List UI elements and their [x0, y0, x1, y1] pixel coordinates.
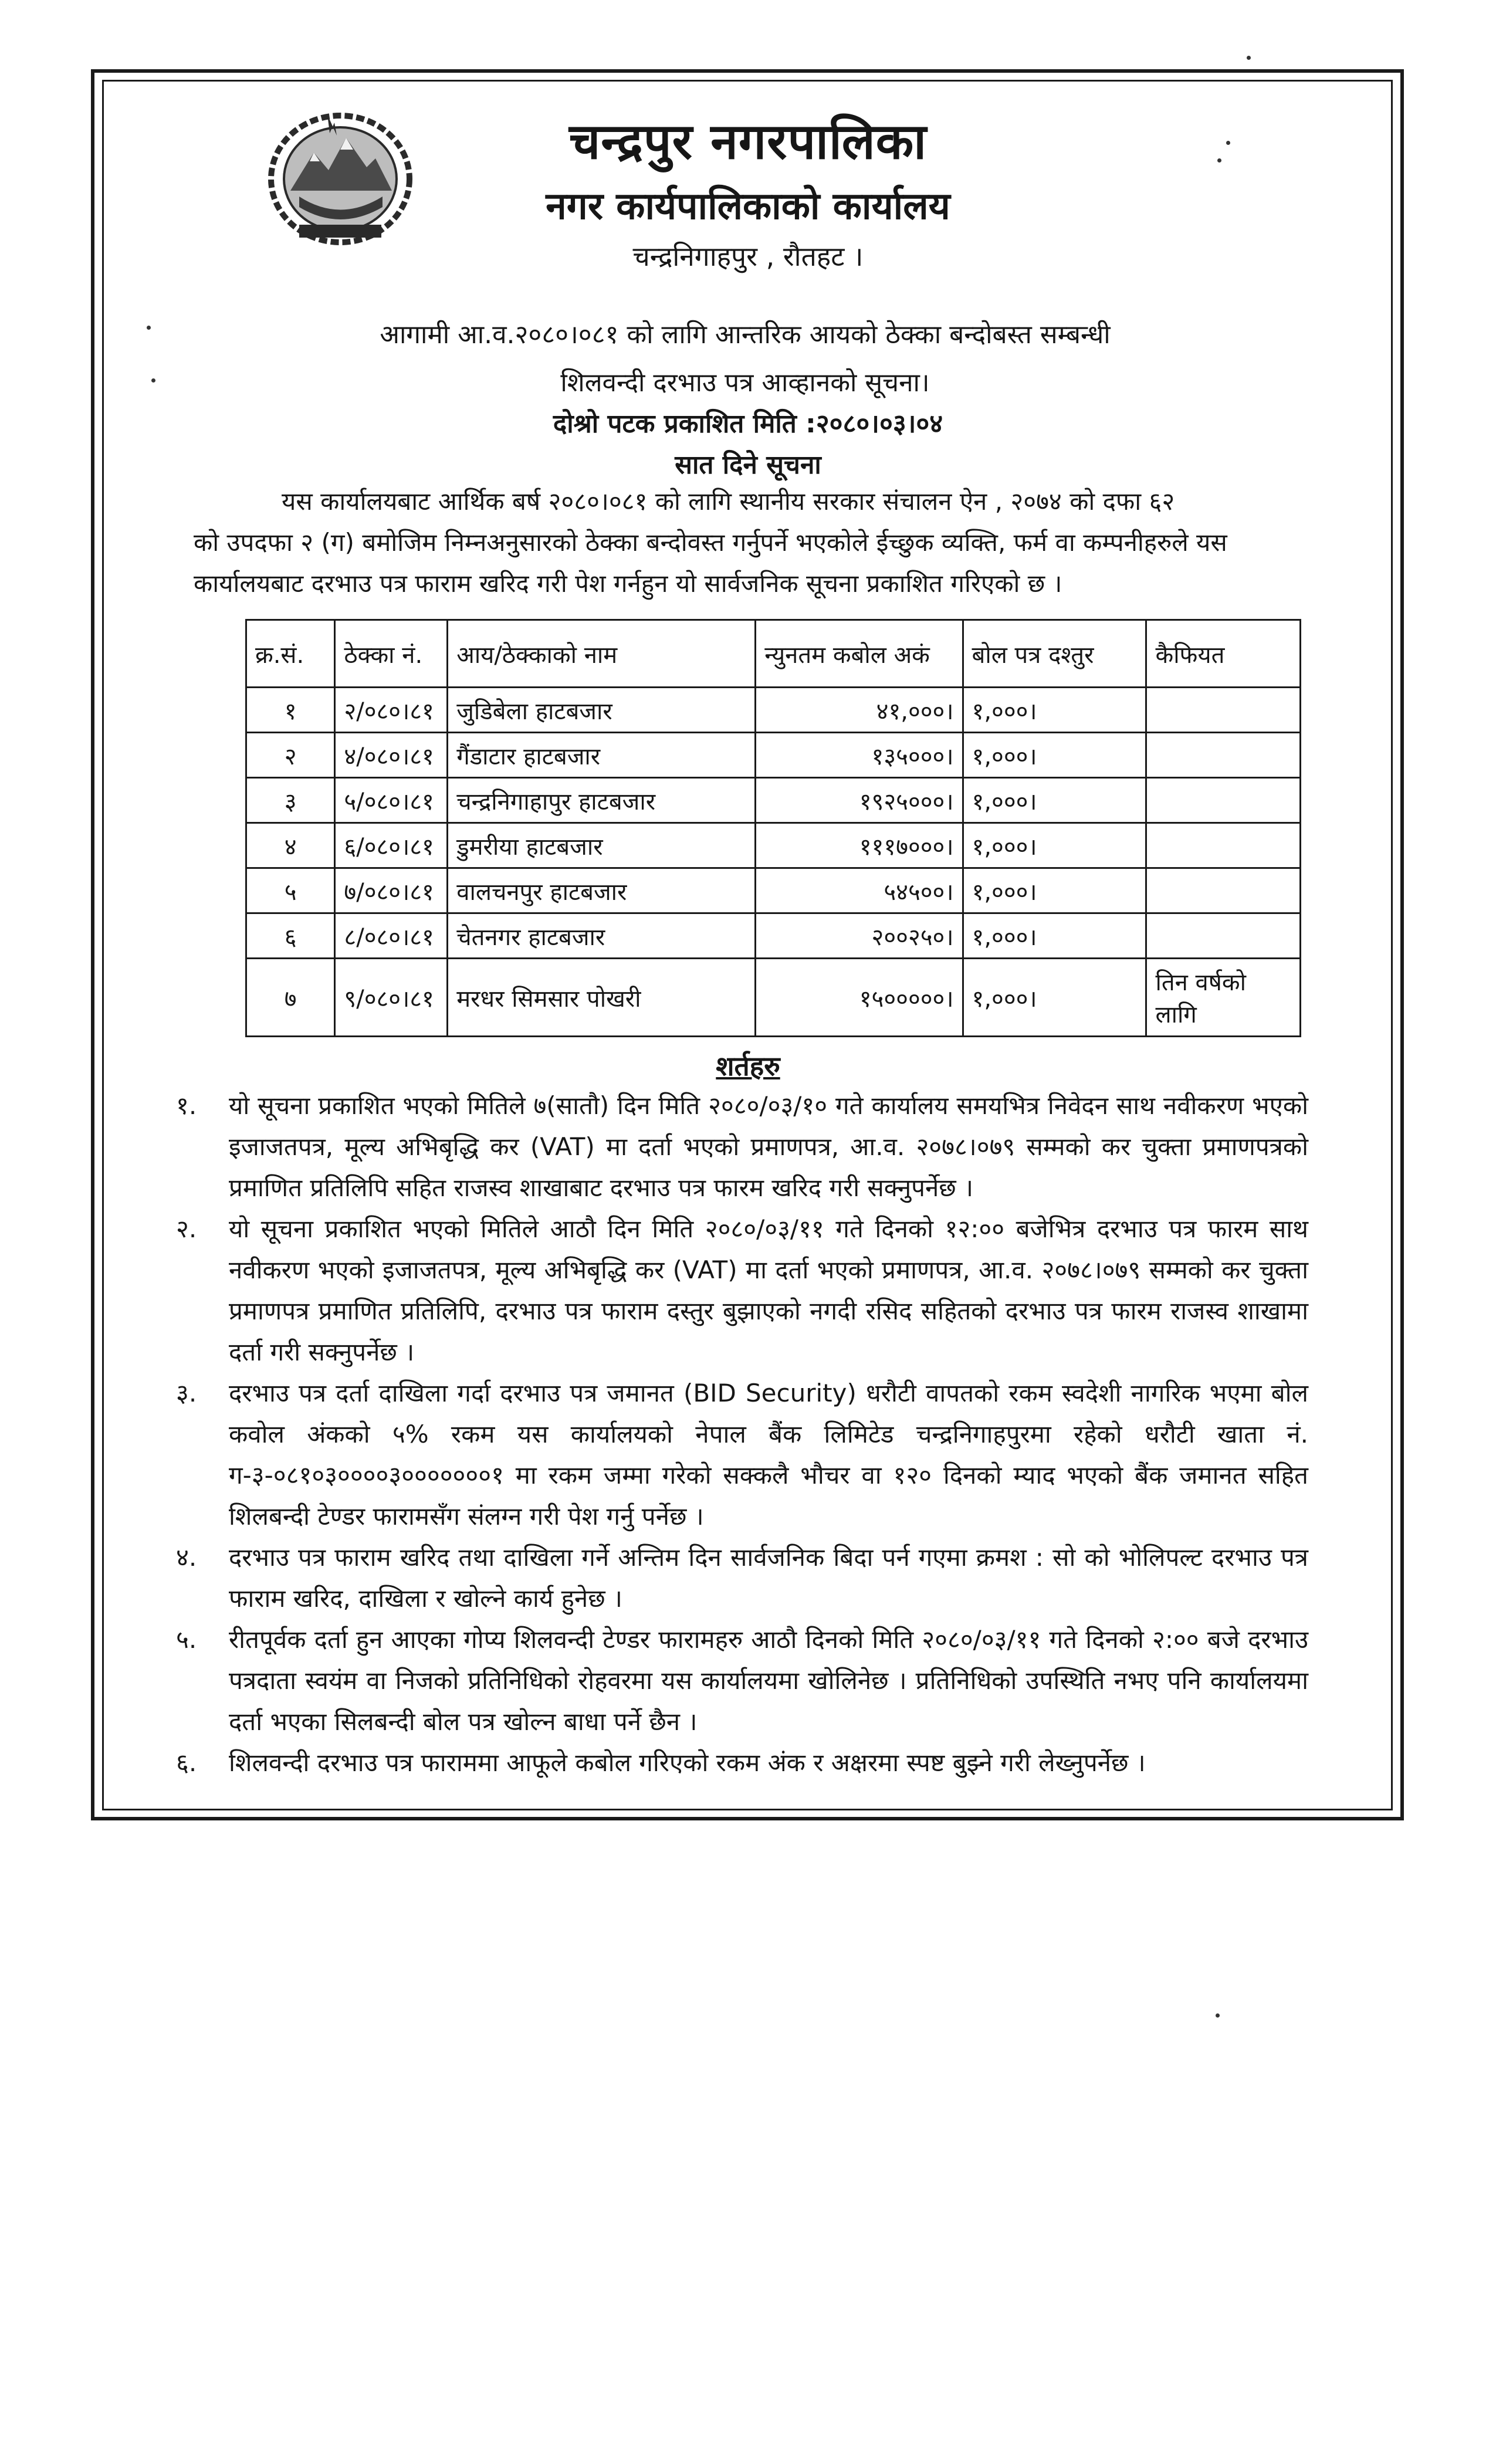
table-row: [246, 913, 1301, 959]
bid-fee-cell: १,०००।: [963, 688, 1146, 733]
term-text: दरभाउ पत्र फाराम खरिद तथा दाखिला गर्ने अन्तिम दिन सार्वजनिक बिदा पर्न गएमा क्रमश : सो को भोलिपल्ट दरभाउ पत्र फाराम खरिद, दाखिला र खोल्ने कार्य हुनेछ ।: [229, 1543, 1308, 1613]
column-header: ठेक्का नं.: [335, 620, 448, 688]
seven-day-notice-title: सात दिने सूचना: [675, 450, 821, 480]
table-row: [246, 959, 1301, 1037]
scan-speck: [1247, 56, 1251, 60]
intro-paragraph: [194, 481, 1308, 604]
serial-cell: ७: [246, 959, 335, 1037]
remarks-cell: तिन वर्षको लागि: [1146, 959, 1301, 1037]
terms-list: [176, 1085, 1308, 1783]
municipality-name: चन्द्रपुर नगरपालिका: [569, 113, 927, 170]
scan-speck: [147, 326, 151, 330]
term-text: शिलवन्दी दरभाउ पत्र फाराममा आफूले कबोल गरिएको रकम अंक र अक्षरमा स्पष्ट बुझ्ने गरी लेख्नुपर्नेछ ।: [229, 1748, 1146, 1777]
column-header: बोल पत्र दश्तुर: [963, 620, 1146, 688]
intro-line: को उपदफा २ (ग) बमोजिम निम्नअनुसारको ठेक्का बन्दोवस्त गर्नुपर्ने भएकोले ईच्छुक व्यक्ति, फर्म वा कम्पनीहरुले यस: [194, 528, 1227, 557]
table-row: [246, 733, 1301, 778]
column-header: कैफियत: [1146, 620, 1301, 688]
contract-number-cell: ९/०८०।८१: [335, 959, 448, 1037]
intro-line: कार्यालयबाट दरभाउ पत्र फाराम खरिद गरी पेश गर्नहुन यो सार्वजनिक सूचना प्रकाशित गरिएको छ ।: [194, 569, 1062, 598]
contract-name-cell: मरधर सिमसार पोखरी: [448, 959, 756, 1037]
min-bid-cell: २००२५०।: [756, 913, 963, 959]
min-bid-cell: १९२५०००।: [756, 778, 963, 823]
contract-number-cell: २/०८०।८१: [335, 688, 448, 733]
subject-line: शिलवन्दी दरभाउ पत्र आव्हानको सूचना।: [560, 368, 930, 398]
remarks-cell: [1146, 913, 1301, 959]
term-number: ३.: [176, 1379, 197, 1407]
serial-cell: ३: [246, 778, 335, 823]
subject-line: आगामी आ.व.२०८०।०८१ को लागि आन्तरिक आयको ठेक्का बन्दोबस्त सम्बन्धी: [380, 320, 1111, 350]
contract-number-cell: ५/०८०।८१: [335, 778, 448, 823]
bid-fee-cell: १,०००।: [963, 959, 1146, 1037]
office-address: चन्द्रनिगाहपुर , रौतहट ।: [632, 241, 864, 272]
term-text: यो सूचना प्रकाशित भएको मितिले आठौ दिन मिति २०८०/०३/११ गते दिनको १२:०० बजेभित्र दरभाउ पत्र फारम साथ नवीकरण भएको इजाजतपत्र, मूल्य अभिबृद्धि कर (VAT) मा दर्ता भएको प्रमाणपत्र, आ.व. २०७८।०७९ सम्मको कर चुक्ता प्रमाणपत्र प्रमाणित प्रतिलिपि, दरभाउ पत्र फाराम दस्तुर बुझाएको नगदी रसिद सहितको दरभाउ पत्र फारम राजस्व शाखामा दर्ता गरी सक्नुपर्नेछ ।: [229, 1214, 1308, 1366]
bid-fee-cell: १,०००।: [963, 868, 1146, 913]
column-header: न्युनतम कबोल अकं: [756, 620, 963, 688]
bid-fee-cell: १,०००।: [963, 733, 1146, 778]
term-number: ५.: [176, 1625, 197, 1654]
min-bid-cell: १११७०००।: [756, 823, 963, 868]
term-item: [176, 1373, 1308, 1537]
notice-subject: [329, 311, 1162, 407]
serial-cell: २: [246, 733, 335, 778]
term-number: २.: [176, 1214, 197, 1243]
column-header: क्र.सं.: [246, 620, 335, 688]
term-item: [176, 1209, 1308, 1373]
term-item: [176, 1619, 1308, 1742]
scan-speck: [1216, 2013, 1220, 2018]
bid-fee-cell: १,०००।: [963, 823, 1146, 868]
contract-name-cell: डुमरीया हाटबजार: [448, 823, 756, 868]
min-bid-cell: ५४५००।: [756, 868, 963, 913]
table-row: [246, 778, 1301, 823]
contract-name-cell: जुडिबेला हाटबजार: [448, 688, 756, 733]
serial-cell: १: [246, 688, 335, 733]
min-bid-cell: १३५०००।: [756, 733, 963, 778]
contract-number-cell: ६/०८०।८१: [335, 823, 448, 868]
term-text: दरभाउ पत्र दर्ता दाखिला गर्दा दरभाउ पत्र जमानत (BID Security) धरौटी वापतको रकम स्वदेशी नागरिक भएमा बोल कवोल अंकको ५% रकम यस कार्यालयको नेपाल बैंक लिमिटेड चन्द्रनिगाहपुरमा रहेको धरौटी खाता नं. ग-३-०८१०३००००३०००००००१ मा रकम जम्मा गरेको सक्कलै भौचर वा १२० दिनको म्याद भएको बैंक जमानत सहित शिलबन्दी टेण्डर फारामसँग संलग्न गरी पेश गर्नु पर्नेछ ।: [229, 1379, 1308, 1531]
table-row: [246, 688, 1301, 733]
office-name: नगर कार्यपालिकाको कार्यालय: [546, 185, 950, 228]
min-bid-cell: ४१,०००।: [756, 688, 963, 733]
table-row: [246, 868, 1301, 913]
table-header-row: [246, 620, 1301, 688]
term-text: रीतपूर्वक दर्ता हुन आएका गोप्य शिलवन्दी टेण्डर फारामहरु आठौ दिनको मिति २०८०/०३/११ गते दिनको २:०० बजे दरभाउ पत्रदाता स्वयंम वा निजको प्रतिनिधिको रोहवरमा यस कार्यालयमा खोलिनेछ । प्रतिनिधिको उपस्थिति नभए पनि कार्यालयमा दर्ता भएका सिलबन्दी बोल पत्र खोल्न बाधा पर्ने छैन ।: [229, 1625, 1308, 1736]
table-row: [246, 823, 1301, 868]
term-text: यो सूचना प्रकाशित भएको मितिले ७(सातौ) दिन मिति २०८०/०३/१० गते कार्यालय समयभित्र निवेदन साथ नवीकरण भएको इजाजतपत्र, मूल्य अभिबृद्धि कर (VAT) मा दर्ता भएको प्रमाणपत्र, आ.व. २०७८।०७९ सम्मको कर चुक्ता प्रमाणपत्रको प्रमाणित प्रतिलिपि सहित राजस्व शाखाबाट दरभाउ पत्र फारम खरिद गरी सक्नुपर्नेछ ।: [229, 1091, 1308, 1202]
remarks-cell: [1146, 868, 1301, 913]
publication-date: दोश्रो पटक प्रकाशित मिति :२०८०।०३।०४: [553, 409, 943, 439]
term-item: [176, 1537, 1308, 1619]
contract-name-cell: वालचनपुर हाटबजार: [448, 868, 756, 913]
term-number: ४.: [176, 1543, 197, 1572]
intro-line: यस कार्यालयबाट आर्थिक बर्ष २०८०।०८१ को लागि स्थानीय सरकार संचालन ऐन , २०७४ को दफा ६२: [282, 487, 1175, 516]
serial-cell: ४: [246, 823, 335, 868]
contract-number-cell: ७/०८०।८१: [335, 868, 448, 913]
term-number: ६.: [176, 1748, 197, 1777]
bid-fee-cell: १,०००।: [963, 778, 1146, 823]
contract-name-cell: चेतनगर हाटबजार: [448, 913, 756, 959]
min-bid-cell: १५०००००।: [756, 959, 963, 1037]
term-item: [176, 1742, 1308, 1783]
terms-heading: शर्तहरु: [716, 1050, 780, 1082]
serial-cell: ५: [246, 868, 335, 913]
remarks-cell: [1146, 778, 1301, 823]
serial-cell: ६: [246, 913, 335, 959]
contract-name-cell: चन्द्रनिगाहापुर हाटबजार: [448, 778, 756, 823]
remarks-cell: [1146, 688, 1301, 733]
remarks-cell: [1146, 823, 1301, 868]
contract-name-cell: गैंडाटार हाटबजार: [448, 733, 756, 778]
contract-number-cell: ४/०८०।८१: [335, 733, 448, 778]
column-header: आय/ठेक्काको नाम: [448, 620, 756, 688]
bid-fee-cell: १,०००।: [963, 913, 1146, 959]
remarks-cell: [1146, 733, 1301, 778]
scan-speck: [151, 378, 155, 383]
contracts-table: [245, 619, 1301, 1037]
contract-number-cell: ८/०८०।८१: [335, 913, 448, 959]
term-item: [176, 1085, 1308, 1209]
term-number: १.: [176, 1091, 197, 1120]
